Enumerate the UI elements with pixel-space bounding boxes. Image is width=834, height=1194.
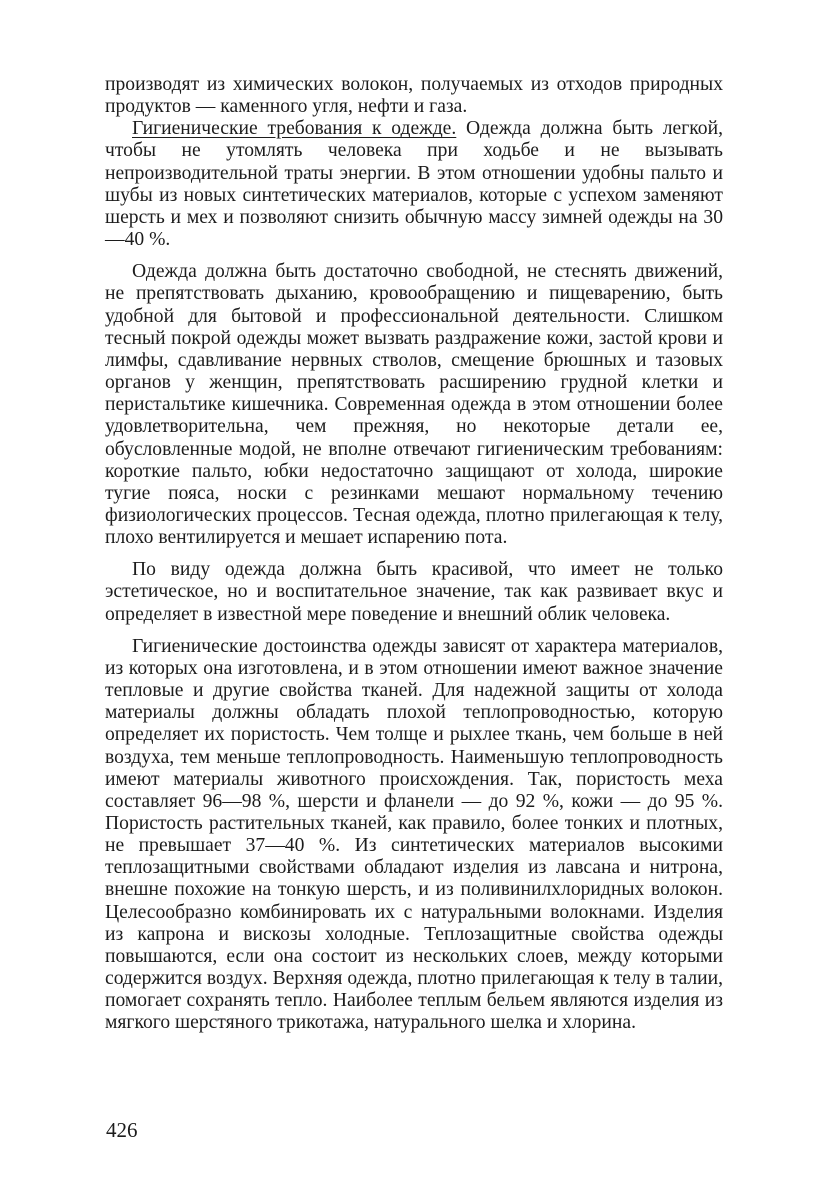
paragraph-text: Одежда должна быть легкой, чтобы не утомлять человека при ходьбе и не вызывать непроизводительной траты энергии. В этом отношении удобны пальто и шубы из новых синтетических материалов, которые с успехом заменяют шерсть и мех и позволяют снизить обычную массу зимней одежды на 30—40 %. bbox=[105, 118, 723, 251]
paragraph-text: По виду одежда должна быть красивой, что имеет не только эстетическое, но и воспитательное значение, так как развивает вкус и определяет в известной мере поведение и внешний облик человека. bbox=[105, 559, 723, 625]
section-heading: Гигиенические требования к одежде. bbox=[132, 118, 457, 140]
paragraph-continuation bbox=[105, 74, 723, 118]
page-number: 426 bbox=[106, 1118, 138, 1142]
paragraph-appearance bbox=[105, 559, 723, 625]
paragraph-freedom-of-movement bbox=[105, 261, 723, 549]
paragraph-hygiene-requirements bbox=[105, 118, 723, 251]
paragraph-text: производят из химических волокон, получаемых из отходов природных продуктов — каменного угля, нефти и газа. bbox=[105, 74, 723, 118]
paragraph-text: Одежда должна быть достаточно свободной, не стеснять движений, не препятствовать дыханию, кровообращению и пищеварению, быть удобной для бытовой и профессиональной деятельности. Слишком тесный покрой одежды может вызвать раздражение кожи, застой крови и лимфы, сдавливание нервных стволов, смещение брюшных и тазовых органов у женщин, препятствовать расширению грудной клетки и перистальтике кишечника. Современная одежда в этом отношении более удовлетворительна, чем прежняя, но некоторые детали ее, обусловленные модой, не вполне отвечают гигиеническим требованиям: короткие пальто, юбки недостаточно защищают от холода, широкие тугие пояса, носки с резинками мешают нормальному течению физиологических процессов. Тесная одежда, плотно прилегающая к телу, плохо вентилируется и мешает испарению пота. bbox=[105, 261, 723, 549]
paragraph-material-properties bbox=[105, 636, 723, 1035]
page-body bbox=[105, 74, 723, 1035]
paragraph-text: Гигиенические достоинства одежды зависят от характера материалов, из которых она изготовлена, и в этом отношении имеют важное значение тепловые и другие свойства тканей. Для надежной защиты от холода материалы должны обладать плохой теплопроводностью, которую определяет их пористость. Чем толще и рыхлее ткань, чем больше в ней воздуха, тем меньше теплопроводность. Наименьшую теплопроводность имеют материалы животного происхождения. Так, пористость меха составляет 96—98 %, шерсти и фланели — до 92 %, кожи — до 95 %. Пористость растительных тканей, как правило, более тонких и плотных, не превышает 37—40 %. Из синтетических материалов высокими теплозащитными свойствами обладают изделия из лавсана и нитрона, внешне похожие на тонкую шерсть, и из поливинилхлоридных волокон. Целесообразно комбинировать их с натуральными волокнами. Изделия из капрона и вискозы холодные. Теплозащитные свойства одежды повышаются, если она состоит из нескольких слоев, между которыми содержится воздух. Верхняя одежда, плотно прилегающая к телу в талии, помогает сохранять тепло. Наиболее теплым бельем являются изделия из мягкого шерстяного трикотажа, натурального шелка и хлорина. bbox=[105, 635, 723, 1034]
